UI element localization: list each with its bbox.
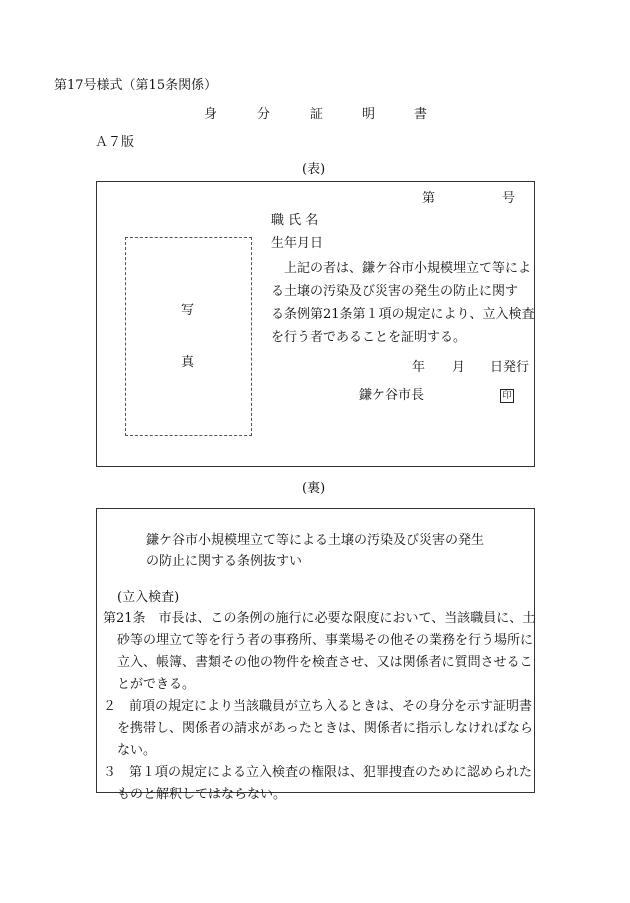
article-line: ３ 第１項の規定による立入検査の権限は、犯罪捜査のために認められた (103, 765, 533, 780)
back-heading: (裏) (302, 481, 326, 496)
certification-line: を行う者であることを証明する。 (271, 330, 467, 345)
title-char: 証 (310, 107, 324, 122)
issue-year: 年 (412, 360, 426, 375)
law-title-line: 鎌ケ谷市小規模埋立て等による土壌の汚染及び災害の発生 (146, 533, 485, 548)
seal-mark (500, 388, 514, 403)
certification-line: 上記の者は、鎌ケ谷市小規模埋立て等によ (271, 261, 532, 276)
article-line: ものと解釈してはならない。 (117, 787, 287, 802)
issue-month: 月 (452, 360, 466, 375)
issue-day: 日発行 (490, 360, 530, 375)
back-card (96, 508, 536, 802)
article-line: 第21条 市長は、この条例の施行に必要な限度において、当該職員に、土 (103, 611, 536, 626)
article-line: を携帯し、関係者の請求があったときは、関係者に指示しなければなら (117, 721, 533, 736)
article-line: とができる。 (117, 677, 196, 692)
form-number: 第17号様式（第15条関係） (54, 78, 218, 93)
article-line: ない。 (117, 743, 157, 758)
title-char: 書 (414, 107, 428, 122)
front-heading: (表) (302, 162, 326, 177)
photo-label: 真 (181, 355, 195, 370)
article-line: 砂等の埋立て等を行う者の事務所、事業場その他その業務を行う場所に (117, 633, 534, 648)
law-title-line: の防止に関する条例抜すい (146, 554, 303, 569)
name-label: 職 氏 名 (271, 213, 319, 228)
article-line: ２ 前項の規定により当該職員が立ち入るときは、その身分を示す証明書 (103, 699, 533, 714)
certificate-number-go: 号 (502, 191, 516, 206)
title-char: 明 (362, 107, 376, 122)
birth-date-label: 生年月日 (271, 236, 324, 251)
certification-line: る土壌の汚染及び災害の発生の防止に関す (271, 284, 519, 299)
section-title: (立入検査) (117, 590, 180, 605)
photo-area (125, 237, 252, 436)
title-char: 分 (257, 107, 271, 122)
certification-line: る条例第21条第１項の規定により、立入検査 (271, 307, 535, 322)
front-card (96, 181, 535, 467)
article-line: 立入、帳簿、書類その他の物件を検査させ、又は関係者に質問させるこ (117, 655, 533, 670)
seal-icon: 印 (500, 389, 514, 403)
title-char: 身 (204, 107, 218, 122)
issuer-name: 鎌ケ谷市長 (359, 388, 425, 403)
certificate-number-dai: 第 (422, 191, 436, 206)
size-note: Ａ７版 (95, 135, 135, 150)
photo-label: 写 (181, 303, 195, 318)
